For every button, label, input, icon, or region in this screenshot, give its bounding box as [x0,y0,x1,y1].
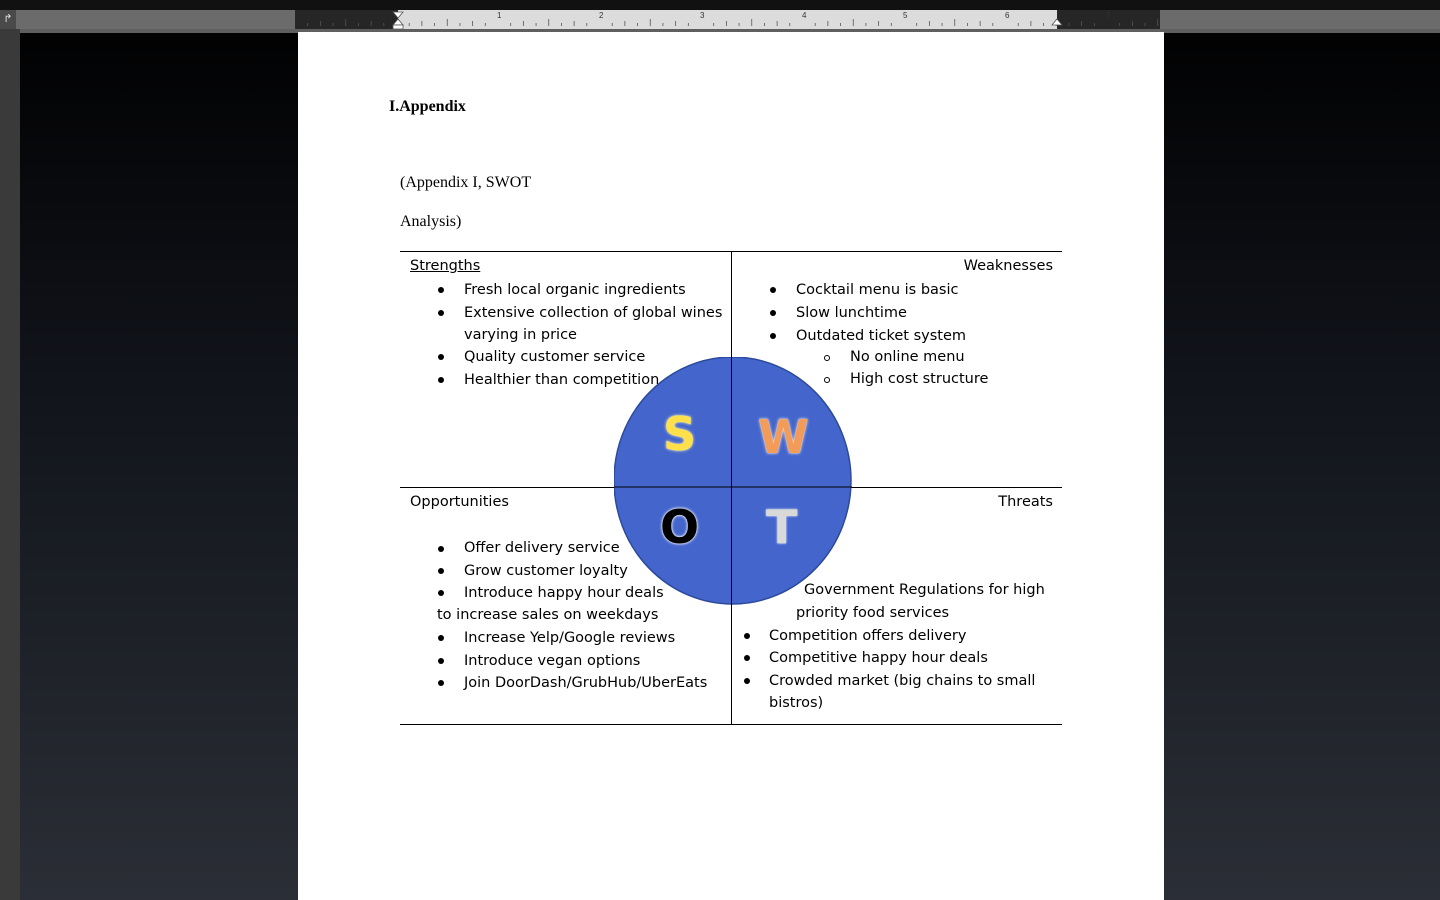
bullet-icon [438,680,444,686]
bullet-icon [770,287,776,293]
bullet-icon [770,333,776,339]
swot-letter-t: T [766,500,798,554]
bullet-icon [438,635,444,641]
bullet-icon [438,590,444,596]
threats-title: Threats [998,494,1053,510]
swot-letter-w: W [758,410,809,464]
threat-intro-line2: priority food services [796,605,950,621]
bullet-icon [438,658,444,664]
tab-selector-icon[interactable]: ↱ [0,10,16,29]
first-line-indent-marker [393,12,403,18]
opportunity-item-continuation: to increase sales on weekdays [437,607,659,623]
bullet-icon [438,354,444,360]
opportunity-item: Increase Yelp/Google reviews [464,630,676,646]
hanging-indent-marker [393,19,403,25]
horizontal-ruler[interactable] [295,10,1160,29]
weakness-subitem: High cost structure [850,371,989,387]
strength-item: Fresh local organic ingredients [464,282,686,298]
swot-letter-s: S [663,407,697,461]
bullet-icon [438,546,444,552]
appendix-caption-line1: (Appendix I, SWOT [400,174,532,191]
ruler-number: 7 [1106,11,1111,20]
right-indent-marker [1052,19,1062,25]
weakness-item: Cocktail menu is basic [796,282,959,298]
swot-circle [614,357,852,605]
ruler-number: 4 [802,11,807,20]
document-page[interactable] [298,32,1164,900]
bullet-icon [438,310,444,316]
ruler-number: 1 [497,11,502,20]
strength-item: Healthier than competition [464,372,660,388]
strength-item: Quality customer service [464,349,646,365]
swot-circle-graphic[interactable] [614,357,852,605]
opportunity-item: Join DoorDash/GrubHub/UberEats [464,675,708,691]
weaknesses-title: Weaknesses [963,258,1053,274]
weakness-subitem: No online menu [850,349,965,365]
vertical-ruler [0,29,20,900]
bullet-icon [770,310,776,316]
threat-item: Competitive happy hour deals [769,650,988,666]
appendix-caption-line2: Analysis) [400,213,462,230]
opportunity-item: Offer delivery service [464,540,620,556]
ruler-number: 6 [1005,11,1010,20]
weakness-item: Outdated ticket system [796,328,966,344]
bullet-icon [438,287,444,293]
ruler-number: 5 [903,11,908,20]
threat-intro-line1: Government Regulations for high [804,582,1045,598]
opportunity-item: Grow customer loyalty [464,563,628,579]
bullet-icon [438,377,444,383]
threat-item: Competition offers delivery [769,628,967,644]
strength-item-continuation: varying in price [464,327,577,343]
ruler-number: 3 [700,11,705,20]
opportunity-item: Introduce happy hour deals [464,585,664,601]
bullet-icon [744,633,750,639]
appendix-heading: I.Appendix [389,98,466,115]
window-top-strip [0,0,1440,10]
bullet-icon [744,655,750,661]
strength-item: Extensive collection of global wines [464,305,723,321]
indent-markers[interactable] [295,10,1160,29]
opportunity-item: Introduce vegan options [464,653,641,669]
bullet-icon [438,568,444,574]
swot-letter-o: O [660,500,700,554]
ruler-number: 2 [599,11,604,20]
opportunities-title: Opportunities [410,494,509,510]
threat-item: Crowded market (big chains to small [769,673,1036,689]
bullet-icon [744,678,750,684]
strengths-title: Strengths [410,258,481,274]
weakness-item: Slow lunchtime [796,305,907,321]
threat-item-continuation: bistros) [769,695,824,711]
